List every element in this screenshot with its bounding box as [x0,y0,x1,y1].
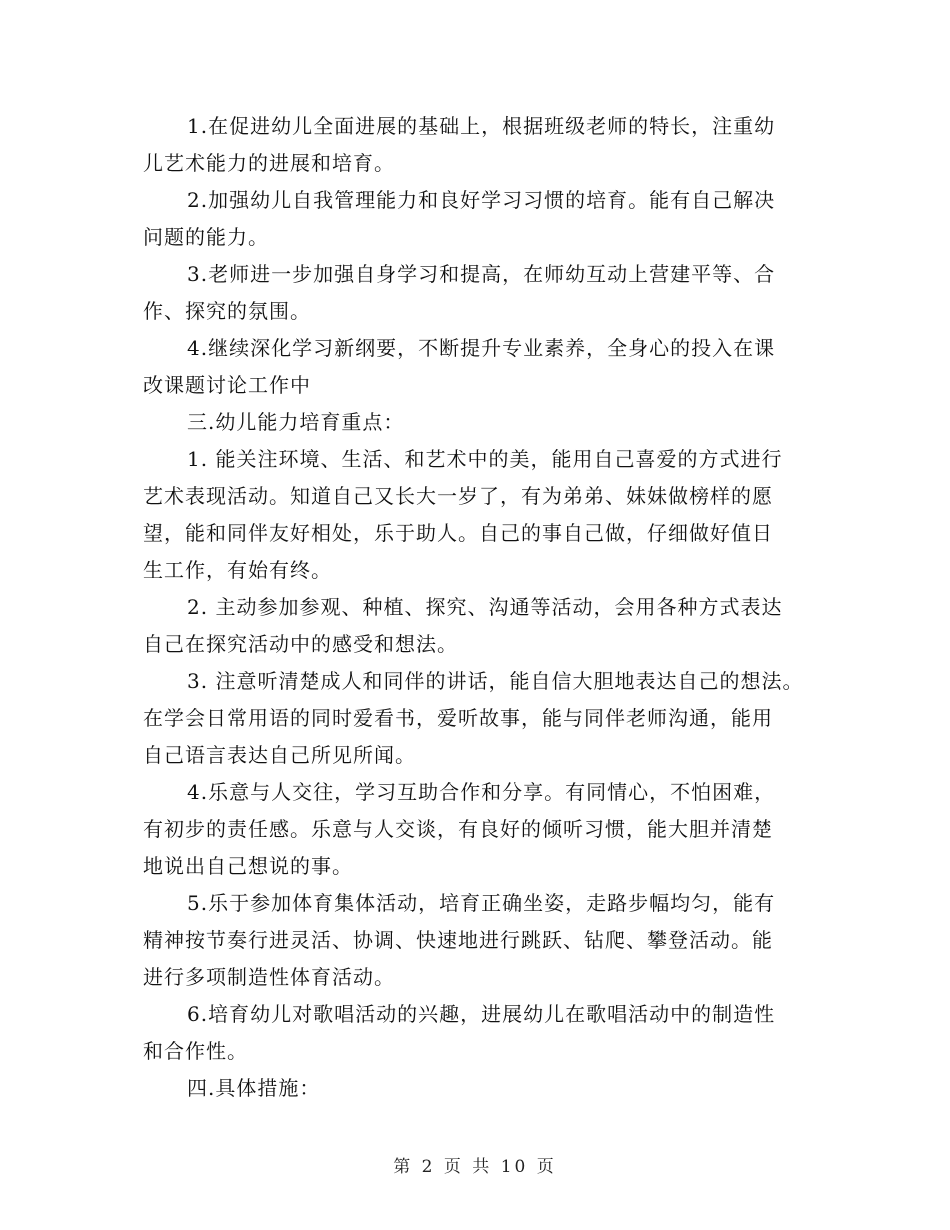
text-line: 在学会日常用语的同时爱看书，爱听故事，能与同伴老师沟通，能用 [143,706,773,730]
document-body [143,108,823,1107]
text-line: 5.乐于参加体育集体活动，培育正确坐姿，走路步幅均匀，能有 [187,891,776,915]
text-line: 精神按节奏行进灵活、协调、快速地进行跳跃、钻爬、攀登活动。能 [143,928,773,952]
text-line: 和合作性。 [143,1039,248,1063]
text-line: 3.老师进一步加强自身学习和提高，在师幼互动上营建平等、合 [187,262,776,286]
text-line: 三.幼儿能力培育重点： [187,410,405,434]
text-line: 3. 注意听清楚成人和同伴的讲话，能自信大胆地表达自己的想法。 [187,669,804,693]
text-line: 4.继续深化学习新纲要，不断提升专业素养，全身心的投入在课 [187,336,776,360]
text-line: 2.加强幼儿自我管理能力和良好学习习惯的培育。能有自己解决 [187,188,776,212]
text-line: 6.培育幼儿对歌唱活动的兴趣，进展幼儿在歌唱活动中的制造性 [187,1002,776,1026]
text-line: 4.乐意与人交往，学习互助合作和分享。有同情心，不怕困难， [187,780,776,804]
text-line: 1. 能关注环境、生活、和艺术中的美，能用自己喜爱的方式进行 [187,447,783,471]
text-line: 儿艺术能力的进展和培育。 [143,151,395,175]
text-line: 四.具体措施： [187,1076,321,1100]
text-line: 自己在探究活动中的感受和想法。 [143,632,458,656]
text-line: 艺术表现活动。知道自己又长大一岁了，有为弟弟、妹妹做榜样的愿 [143,484,773,508]
text-line: 改课题讨论工作中 [143,373,311,397]
text-line: 地说出自己想说的事。 [143,854,353,878]
text-line: 问题的能力。 [143,225,269,249]
text-line: 作、探究的氛围。 [143,299,311,323]
text-line: 有初步的责任感。乐意与人交谈，有良好的倾听习惯，能大胆并清楚 [143,817,773,841]
page-footer: 第 2 页 共 10 页 [393,1157,557,1177]
text-line: 2. 主动参加参观、种植、探究、沟通等活动，会用各种方式表达 [187,595,783,619]
text-line: 生工作，有始有终。 [143,558,332,582]
text-line: 自己语言表达自己所见所闻。 [143,743,416,767]
text-line: 1.在促进幼儿全面进展的基础上，根据班级老师的特长，注重幼 [187,114,776,138]
text-line: 望，能和同伴友好相处，乐于助人。自己的事自己做，仔细做好值日 [143,521,773,545]
text-line: 进行多项制造性体育活动。 [143,965,395,989]
